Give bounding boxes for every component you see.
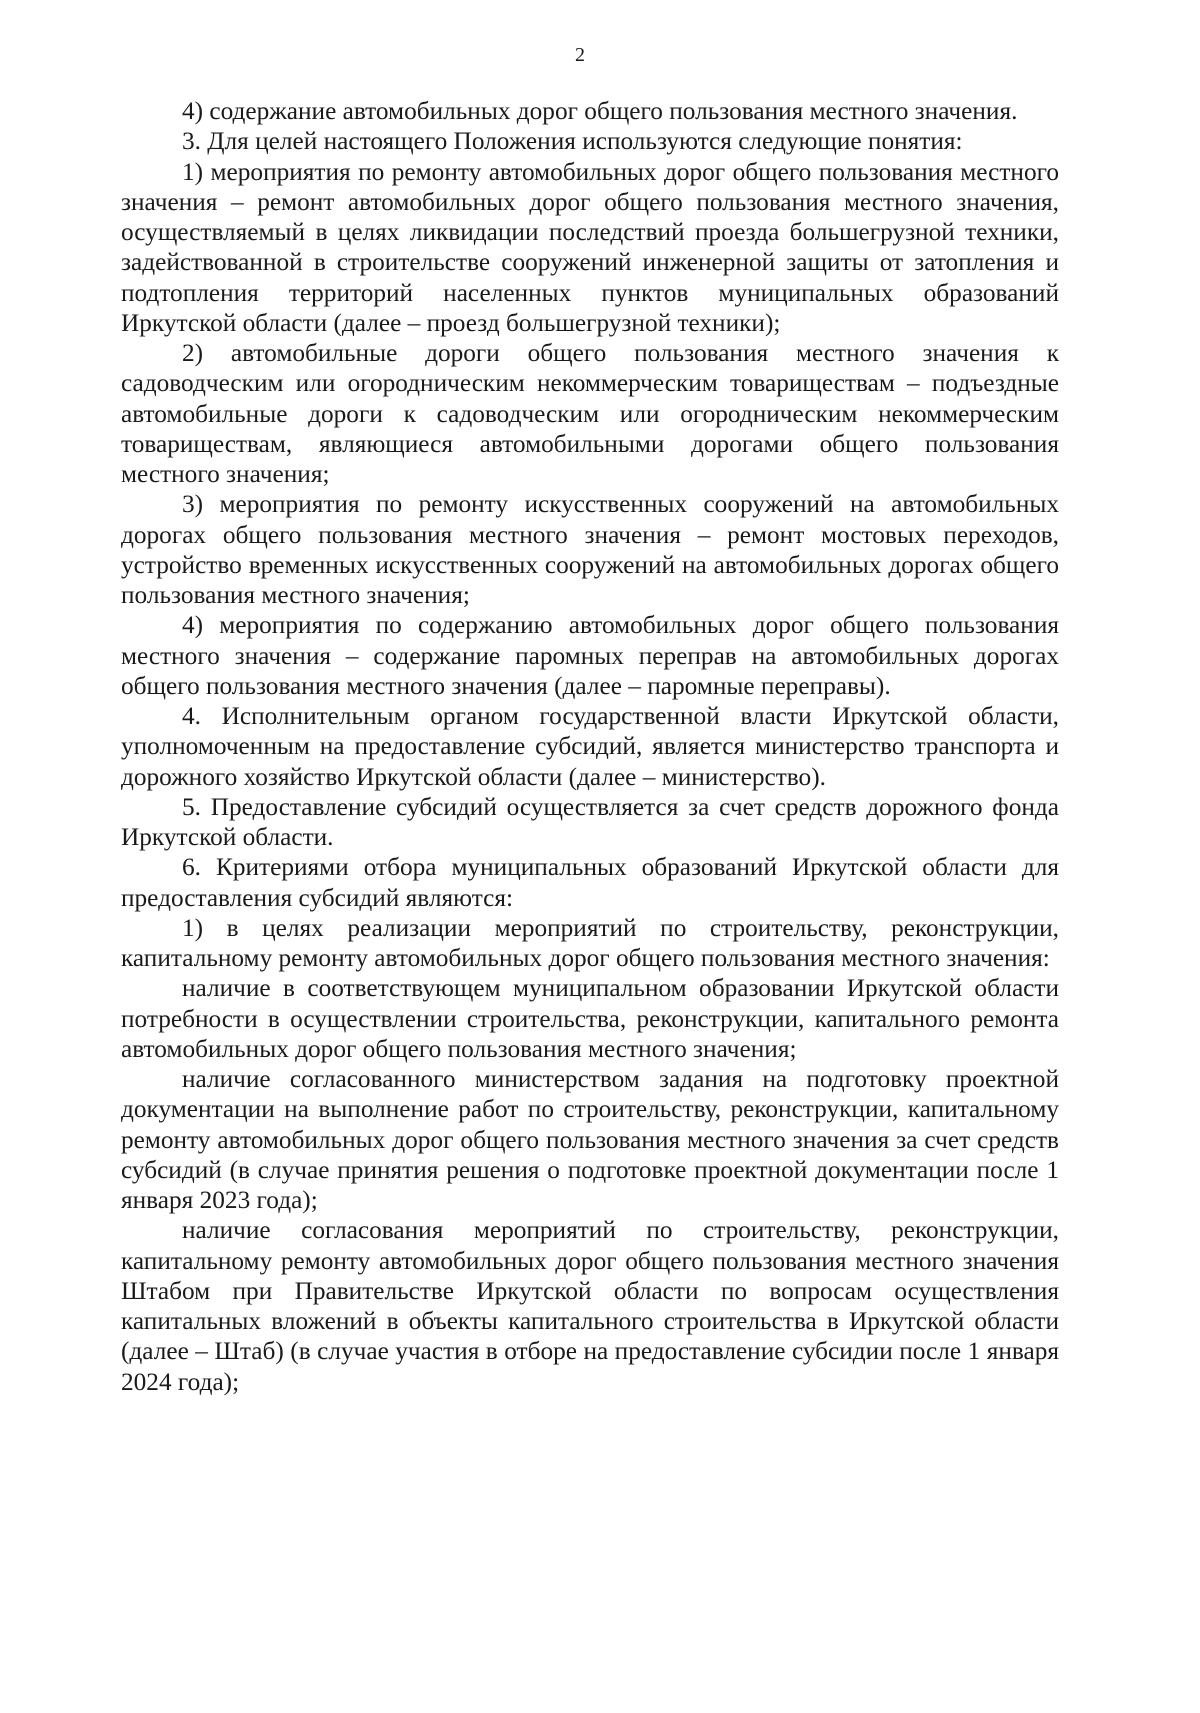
- paragraph-criteria-1: 1) в целях реализации мероприятий по строительству, реконструкции, капитальному ремонту автомобильных дорог общего пользования местного значения:: [121, 913, 1059, 972]
- paragraph-definition-3: 3) мероприятия по ремонту искусственных сооружений на автомобильных дорогах общего пользования местного значения – ремонт мостовых переходов, устройство временных искусственных сооружений на автомобильных дорогах общего пользования местного значения;: [121, 490, 1059, 609]
- paragraph-section-6: 6. Критериями отбора муниципальных образований Иркутской области для предоставления субсидий являются:: [121, 853, 1059, 912]
- paragraph-section-5: 5. Предоставление субсидий осуществляется за счет средств дорожного фонда Иркутской области.: [121, 792, 1059, 851]
- paragraph-criteria-need: наличие в соответствующем муниципальном образовании Иркутской области потребности в осуществлении строительства, реконструкции, капитального ремонта автомобильных дорог общего пользования местного значения;: [121, 974, 1059, 1063]
- paragraph-criteria-assignment: наличие согласованного министерством задания на подготовку проектной документации на выполнение работ по строительству, реконструкции, капитальному ремонту автомобильных дорог общего пользования местного значения за счет средств субсидий (в случае принятия решения о подготовке проектной документации после 1 января 2023 года);: [121, 1065, 1059, 1214]
- paragraph-section-3-definitions: 3. Для целей настоящего Положения используются следующие понятия:: [182, 127, 963, 156]
- paragraph-definition-4: 4) мероприятия по содержанию автомобильных дорог общего пользования местного значения – содержание паромных переправ на автомобильных дорогах общего пользования местного значения (далее – паромные переправы).: [121, 611, 1059, 700]
- paragraph-item-4-maintenance: 4) содержание автомобильных дорог общего пользования местного значения.: [182, 97, 1018, 125]
- paragraph-section-4: 4. Исполнительным органом государственной власти Иркутской области, уполномоченным на предоставление субсидий, является министерство транспорта и дорожного хозяйство Иркутской области (далее – министерство).: [121, 702, 1059, 791]
- paragraph-definition-1: 1) мероприятия по ремонту автомобильных дорог общего пользования местного значения – ремонт автомобильных дорог общего пользования местного значения, осуществляемый в целях ликвидации последствий проезда большегрузной техники, задействованной в строительстве сооружений инженерной защиты от затопления и подтопления территорий населенных пунктов муниципальных образований Иркутской области (далее – проезд большегрузной техники);: [121, 157, 1059, 337]
- paragraph-criteria-approval: наличие согласования мероприятий по строительству, реконструкции, капитальному ремонту автомобильных дорог общего пользования местного значения Штабом при Правительстве Иркутской области по вопросам осуществления капитальных вложений в объекты капитального строительства в Иркутской области (далее – Штаб) (в случае участия в отборе на предоставление субсидии после 1 января 2024 года);: [121, 1216, 1059, 1396]
- paragraph-definition-2: 2) автомобильные дороги общего пользования местного значения к садоводческим или огородническим некоммерческим товариществам – подъездные автомобильные дороги к садоводческим или огородническим некоммерческим товариществам, являющиеся автомобильными дорогами общего пользования местного значения;: [121, 339, 1059, 488]
- document-body: [121, 96, 1059, 1397]
- page-number: 2: [575, 44, 585, 66]
